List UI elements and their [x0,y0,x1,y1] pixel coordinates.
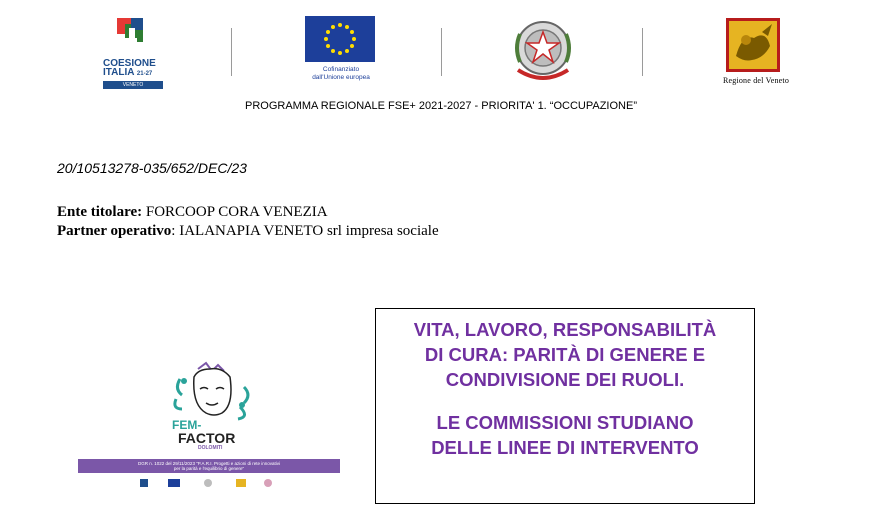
fem-factor-logo [78,355,342,495]
fem-factor-banner [78,459,340,473]
veneto-caption: Regione del Veneto [722,76,790,85]
eu-flag-mini-icon [168,479,180,487]
coesione-line2: ITALIA [103,67,135,78]
coesione-region-bar [103,81,163,89]
coesione-years: 21-27 [136,71,153,77]
fem-partner-logos [138,479,298,491]
coesione-region: VENETO [122,82,144,88]
box-line: DELLE LINEE DI INTERVENTO [431,437,699,458]
ente-value: FORCOOP CORA VENEZIA [145,204,328,220]
lion-of-st-mark-icon [722,16,784,74]
box-line: VITA, LAVORO, RESPONSABILITÀ [413,319,717,340]
star-emblem-icon [510,14,576,86]
italian-republic-emblem [510,14,576,86]
header-divider [231,28,232,76]
title-box [375,308,755,504]
fem-subtitle: DOLOMITI [198,445,223,451]
fem-banner-line2: per la parità e l'equilibrio di genere" [173,466,245,471]
regione-veneto-logo [722,16,784,74]
box-heading-2 [376,410,754,460]
fem-banner-line1: DGR n. 1022 del 29/11/2023 "P.A.R.I. Progetti e azioni di rete innovativi [137,461,281,466]
box-line: LE COMMISSIONI STUDIANO [436,412,694,433]
partner-value: : IALANAPIA VENETO srl impresa sociale [171,223,439,239]
header-divider [642,28,643,76]
eu-caption-line1: Cofinanziato [322,66,360,73]
document-code: 20/10513278-035/652/DEC/23 [57,160,247,176]
coesione-mini-icon [140,479,148,487]
box-line: DI CURA: PARITÀ DI GENERE E [424,344,706,365]
programma-heading: PROGRAMMA REGIONALE FSE+ 2021-2027 - PRIORITA' 1. “OCCUPAZIONE” [245,100,637,112]
box-line: CONDIVISIONE DEI RUOLI. [445,369,685,390]
eu-flag-logo [305,16,375,62]
partner-label: Partner operativo [57,223,172,239]
partner-row [57,222,439,241]
ente-row [57,203,439,222]
emblem-mini-icon [204,479,212,487]
eu-stars-icon [305,16,375,62]
coesione-italia-icon [103,14,165,52]
veneto-mini-icon [236,479,246,487]
coesione-line2-row [103,68,165,79]
ente-block [57,203,439,241]
box-heading-1 [376,317,754,392]
coesione-line1: COESIONE [103,58,156,69]
ente-label: Ente titolare: [57,204,143,220]
partner-mini-icon [264,479,272,487]
eu-caption [296,66,386,82]
coesione-italia-logo [103,14,165,90]
eu-caption-line2: dall'Unione europea [312,74,370,81]
fem-title-2: FACTOR [178,430,236,446]
header-divider [441,28,442,76]
woman-face-icon [170,359,256,423]
fem-title-1: FEM- [172,418,202,432]
